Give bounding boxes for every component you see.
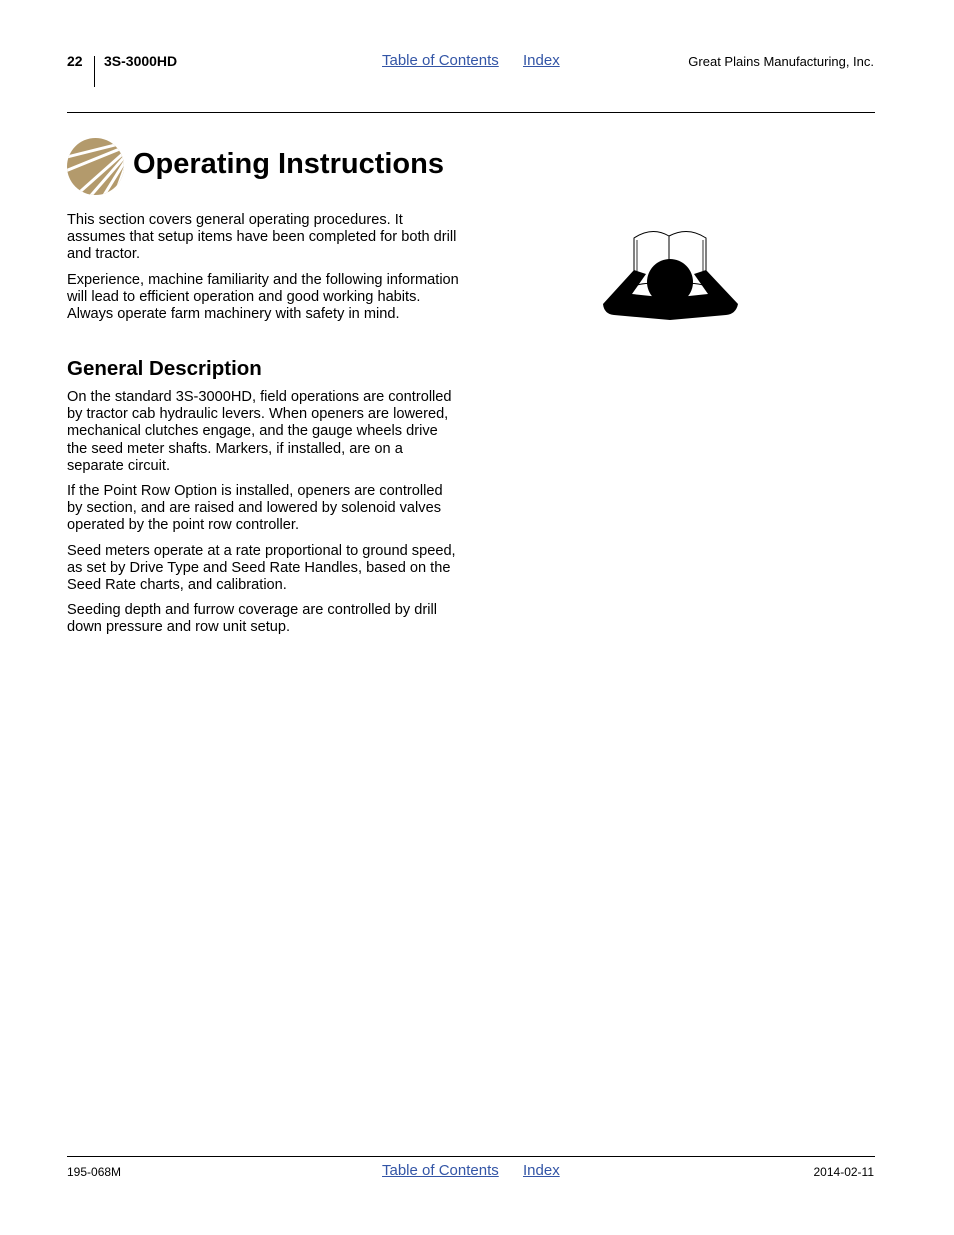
header-toc-link[interactable]: Table of Contents [382, 52, 499, 69]
description-paragraph: On the standard 3S-3000HD, field operations are controlled by tractor cab hydraulic levers. When openers are lowered, mechanical clutches engage, and the gauge wheels drive the seed meter shafts. Markers, if installed, are on a separate circuit. [67, 389, 452, 474]
page-title: Operating Instructions [133, 148, 444, 180]
person-reading-manual-icon [602, 226, 740, 321]
company-name: Great Plains Manufacturing, Inc. [688, 54, 874, 69]
description-paragraph: Seeding depth and furrow coverage are controlled by drill down pressure and row unit setup. [67, 602, 437, 636]
header-divider [94, 56, 95, 87]
description-paragraph: Seed meters operate at a rate proportional to ground speed, as set by Drive Type and Seed Rate Handles, based on the Seed Rate charts, and calibration. [67, 542, 456, 594]
footer-rule [67, 1156, 875, 1157]
footer-toc-link[interactable]: Table of Contents [382, 1162, 499, 1179]
document-date: 2014-02-11 [813, 1165, 874, 1179]
general-description-text [67, 389, 459, 645]
description-paragraph: If the Point Row Option is installed, openers are controlled by section, and are raised and lowered by solenoid valves operated by the point row controller. [67, 483, 443, 534]
intro-text [67, 212, 459, 331]
general-description-heading: General Description [67, 357, 262, 380]
header-index-link[interactable]: Index [523, 52, 560, 69]
document-number: 195-068M [67, 1165, 122, 1179]
intro-paragraph: This section covers general operating procedures. It assumes that setup items have been completed for both drill and tractor. [67, 212, 457, 263]
footer-index-link[interactable]: Index [523, 1162, 560, 1179]
great-plains-sunburst-logo-icon [67, 138, 124, 195]
page-number: 22 [67, 53, 83, 69]
intro-paragraph: Experience, machine familiarity and the following information will lead to efficient operation and good working habits. Always operate farm machinery with safety in mind. [67, 271, 459, 323]
model-name: 3S-3000HD [104, 53, 178, 69]
header-rule [67, 112, 875, 113]
